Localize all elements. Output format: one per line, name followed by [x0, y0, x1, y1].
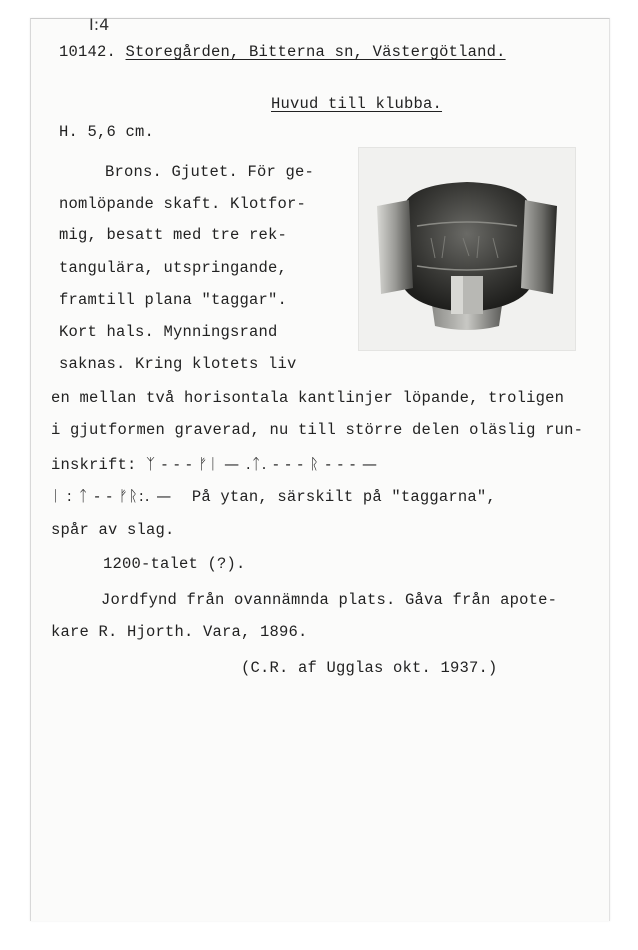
description-line-3: mig, besatt med tre rek- — [59, 226, 288, 244]
header-line — [59, 43, 506, 61]
provenance-line-2: kare R. Hjorth. Vara, 1896. — [51, 623, 308, 641]
description-line-4: tangulära, utspringande, — [59, 259, 288, 277]
signature: (C.R. af Ugglas okt. 1937.) — [241, 659, 498, 677]
slag-line: spår av slag. — [51, 521, 175, 539]
mace-head-image — [359, 148, 575, 350]
object-title: Huvud till klubba. — [271, 95, 443, 113]
description-line-5: framtill plana "taggar". — [59, 291, 288, 309]
rune-sequence-2: ᛁ : ᛏ - - ᚠᚱ:. — — [51, 487, 173, 505]
description-line-7: saknas. Kring klotets liv — [59, 355, 297, 373]
inscription-label: inskrift: — [51, 456, 137, 474]
rune-sequence-1: ᛉ - - - ᚠᛁ — .ᛏ. - - - ᚱ - - - — — [146, 455, 379, 473]
find-location: Storegården, Bitterna sn, Västergötland. — [125, 43, 506, 61]
description-line-1: Brons. Gjutet. För ge- — [105, 163, 315, 181]
catalog-number: 10142. — [59, 43, 117, 61]
description-line-8: en mellan två horisontala kantlinjer löpande, troligen — [51, 389, 565, 407]
rune-line-2 — [51, 487, 496, 506]
description-line-6: Kort hals. Mynningsrand — [59, 323, 278, 341]
handwritten-mark: I:4 — [89, 15, 110, 34]
dating: 1200-talet (?). — [103, 555, 246, 573]
description-line-2: nomlöpande skaft. Klotfor- — [59, 195, 307, 213]
object-photo — [358, 147, 576, 351]
inscription-line — [51, 455, 378, 474]
provenance-line-1: Jordfynd från ovannämnda plats. Gåva från apote- — [101, 591, 558, 609]
object-height: H. 5,6 cm. — [59, 123, 155, 141]
description-line-9: i gjutformen graverad, nu till större delen oläslig run- — [51, 421, 584, 439]
surface-note: På ytan, särskilt på "taggarna", — [191, 488, 496, 506]
